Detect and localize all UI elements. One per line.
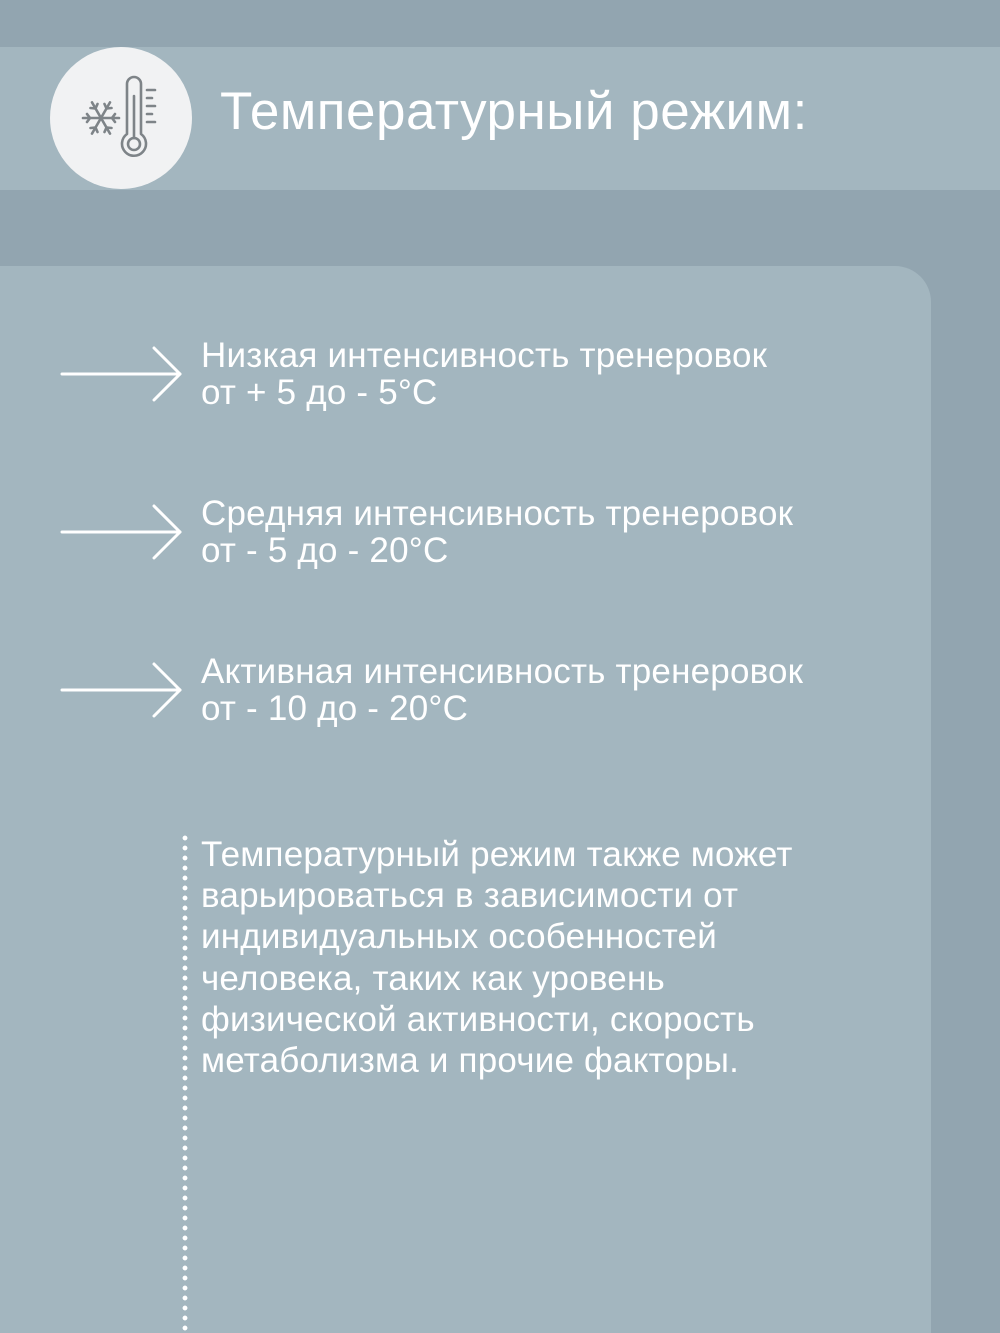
- temperature-item-range: от - 10 до - 20°C: [201, 689, 469, 728]
- temperature-item-range: от + 5 до - 5°C: [201, 373, 438, 412]
- arrow-right-icon: [60, 345, 186, 405]
- temperature-item-label: Низкая интенсивность тренеровок: [201, 336, 768, 375]
- arrow-right-icon: [60, 661, 186, 721]
- snowflake-thermometer-icon: [69, 66, 173, 170]
- header-icon-badge: [50, 47, 192, 189]
- temperature-item-label: Активная интенсивность тренеровок: [201, 652, 804, 691]
- note-paragraph: [201, 834, 921, 1081]
- temperature-item-range: от - 5 до - 20°C: [201, 531, 449, 570]
- dotted-divider: [182, 833, 188, 1333]
- temperature-item-label: Средняя интенсивность тренеровок: [201, 494, 794, 533]
- note-line: человека, таких как уровень: [201, 958, 665, 998]
- temperature-item-medium: [0, 494, 931, 583]
- content-panel: [0, 266, 931, 1333]
- arrow-right-icon: [60, 503, 186, 563]
- note-line: Температурный режим также может: [201, 835, 793, 874]
- note-line: метаболизма и прочие факторы.: [201, 1041, 740, 1081]
- temperature-item-low: [0, 336, 931, 425]
- note-line: индивидуальных особенностей: [201, 917, 717, 957]
- note-line: физической активности, скорость: [201, 999, 755, 1039]
- page-title: Температурный режим:: [220, 82, 808, 141]
- temperature-item-active: [0, 652, 931, 741]
- note-line: варьироваться в зависимости от: [201, 876, 739, 916]
